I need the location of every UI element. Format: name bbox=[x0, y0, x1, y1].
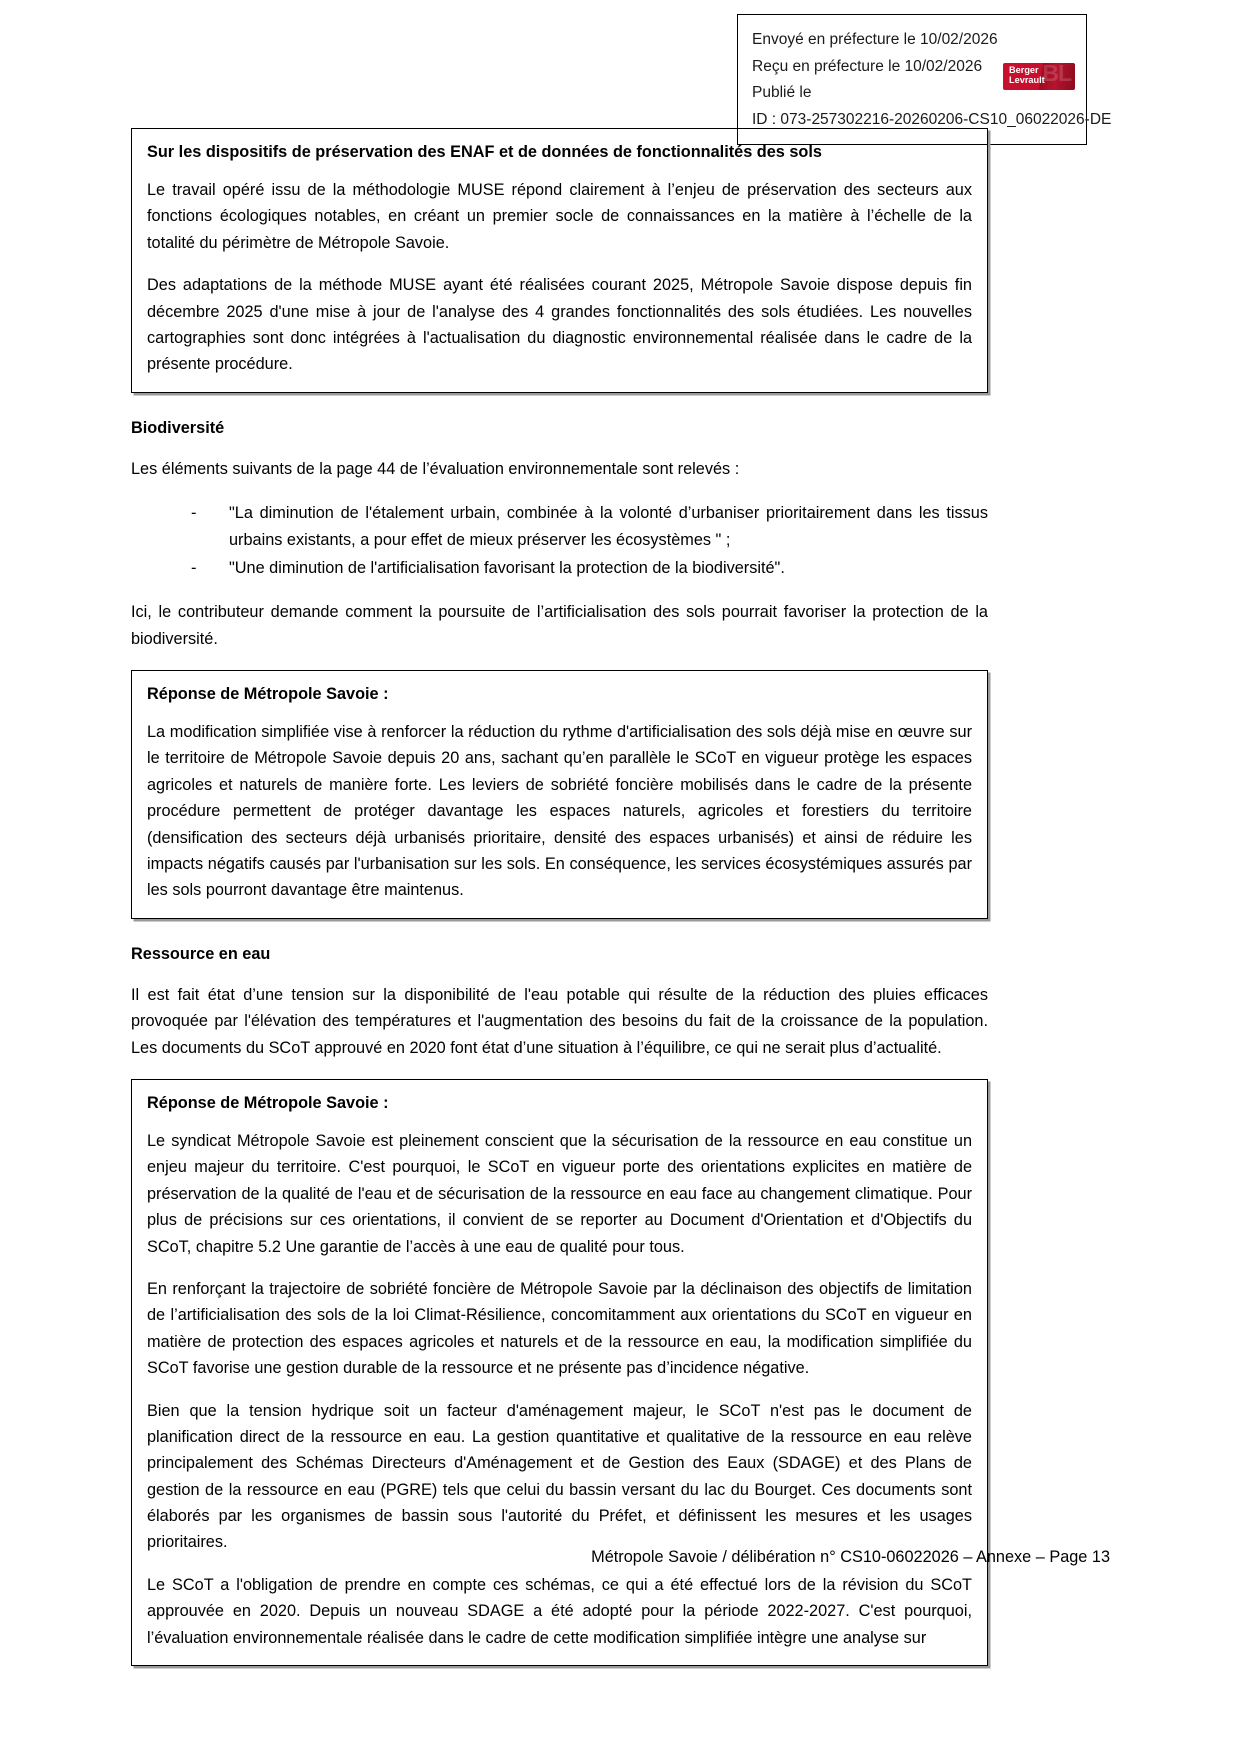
biodiversite-closing: Ici, le contributeur demande comment la poursuite de l’artificialisation des sols pourrait favoriser la protection de la biodiversité. bbox=[131, 603, 988, 648]
reponse-ressource-paragraph-2: En renforçant la trajectoire de sobriété foncière de Métropole Savoie par la déclinaison des objectifs de limitation de l’artificialisation des sols de la loi Climat-Résilience, concomitamment aux orientations du SCoT en vigueur en matière de protection des espaces agricoles et naturels et de la ressource en eau, la modification simplifiée du SCoT favorise une gestion durable de la ressource et ne présente pas d’incidence négative. bbox=[147, 1279, 972, 1378]
prefecture-stamp bbox=[737, 14, 1112, 145]
section-heading-ressource-en-eau: Ressource en eau bbox=[131, 944, 271, 963]
berger-levrault-logo bbox=[1003, 63, 1075, 90]
logo-text bbox=[1009, 66, 1045, 86]
stamp-document-id: ID : 073-257302216-20260206-CS10_06022026-DE bbox=[752, 110, 1112, 128]
dash-bullet-icon: - bbox=[191, 558, 197, 577]
list-item-text: "Une diminution de l'artificialisation favorisant la protection de la biodiversité". bbox=[229, 558, 785, 577]
enaf-paragraph-1: Le travail opéré issu de la méthodologie MUSE répond clairement à l’enjeu de préservation des secteurs aux fonctions écologiques notables, en créant un premier socle de connaissances en la matière à l’échelle de la totalité du périmètre de Métropole Savoie. bbox=[147, 181, 972, 252]
logo-text-line1: Berger bbox=[1009, 65, 1039, 75]
reponse-ressource-box bbox=[131, 1079, 988, 1666]
reponse-biodiversite-box bbox=[131, 670, 988, 919]
enaf-framed-box bbox=[131, 128, 988, 393]
enaf-box-title: Sur les dispositifs de préservation des ENAF et de données de fonctionnalités des sols bbox=[147, 143, 822, 161]
dash-bullet-icon: - bbox=[191, 504, 197, 523]
ressource-en-eau-intro: Il est fait état d’une tension sur la disponibilité de l'eau potable qui résulte de la réduction des pluies efficaces provoquée par l'élévation des températures et l'augmentation des besoins du fait de la croissance de la population. Les documents du SCoT approuvé en 2020 font état d’une situation à l’équilibre, ce qui ne serait plus d’actualité. bbox=[131, 985, 988, 1057]
reponse-biodiversite-title: Réponse de Métropole Savoie : bbox=[147, 685, 389, 704]
section-heading-biodiversite: Biodiversité bbox=[131, 418, 225, 437]
list-item bbox=[171, 500, 988, 553]
reponse-ressource-paragraph-4: Le SCoT a l'obligation de prendre en compte ces schémas, ce qui a été effectué lors de la révision du SCoT approuvée en 2020. Depuis un nouveau SDAGE a été adopté pour la période 2022-2027. C'est pourquoi, l’évaluation environnementale réalisée dans le cadre de cette modification simplifiée intègre une analyse sur bbox=[147, 1575, 972, 1647]
page-footer: Métropole Savoie / délibération n° CS10-06022026 – Annexe – Page 13 bbox=[591, 1548, 1110, 1566]
biodiversite-bullet-list bbox=[131, 500, 988, 581]
reponse-ressource-paragraph-3: Bien que la tension hydrique soit un facteur d'aménagement majeur, le SCoT n'est pas le document de planification direct de la ressource en eau. La gestion quantitative et qualitative de la ressource en eau relève principalement des Schémas Directeurs d'Aménagement et de Gestion des Eaux (SDAGE) et des Plans de gestion de la ressource en eau (PGRE) tels que celui du bassin versant du lac du Bourget. Ces documents sont élaborés par les organismes de bassin sous l'autorité du Préfet, et définissent les mesures et les usages prioritaires. bbox=[147, 1401, 972, 1552]
stamp-line-sent: Envoyé en préfecture le 10/02/2026 bbox=[752, 31, 998, 48]
logo-text-line2: Levrault bbox=[1009, 74, 1045, 85]
reponse-ressource-paragraph-1: Le syndicat Métropole Savoie est pleinement conscient que la sécurisation de la ressource en eau constitue un enjeu majeur du territoire. C'est pourquoi, le SCoT en vigueur porte des orientations explicites en matière de préservation de la qualité de l'eau et de sécurisation de la ressource en eau face au changement climatique. Pour plus de précisions sur ces orientations, il convient de se reporter au Document d'Orientation et d'Objectifs du SCoT, chapitre 5.2 Une garantie de l’accès à une eau de qualité pour tous. bbox=[147, 1131, 972, 1256]
stamp-line-published: Publié le bbox=[752, 84, 812, 102]
document-content bbox=[131, 128, 988, 1672]
stamp-line-received: Reçu en préfecture le 10/02/2026 bbox=[752, 57, 983, 75]
reponse-ressource-title: Réponse de Métropole Savoie : bbox=[147, 1093, 389, 1112]
reponse-biodiversite-paragraph-1: La modification simplifiée vise à renforcer la réduction du rythme d'artificialisation des sols déjà mise en œuvre sur le territoire de Métropole Savoie depuis 20 ans, sachant qu’en parallèle le SCoT en vigueur protège les espaces agricoles et naturels de manière forte. Les leviers de sobriété foncière mobilisés dans le cadre de la présente procédure permettent de protéger davantage les espaces naturels, agricoles et forestiers du territoire (densification des secteurs déjà urbanisés prioritaire, densité des espaces urbanisés) et ainsi de réduire les impacts négatifs causés par l'urbanisation sur les sols. En conséquence, les services écosystémiques assurés par les sols pourront davantage être maintenus. bbox=[147, 723, 972, 900]
enaf-paragraph-2: Des adaptations de la méthode MUSE ayant été réalisées courant 2025, Métropole Savoie dispose depuis fin décembre 2025 d'une mise à jour de l'analyse des 4 grandes fonctionnalités des sols étudiées. Les nouvelles cartographies sont donc intégrées à l'actualisation du diagnostic environnemental réalisée dans le cadre de la présente procédure. bbox=[147, 276, 972, 374]
biodiversite-intro: Les éléments suivants de la page 44 de l’évaluation environnementale sont relevés : bbox=[131, 459, 740, 478]
list-item bbox=[171, 555, 988, 581]
list-item-text: "La diminution de l'étalement urbain, combinée à la volonté d’urbaniser prioritairement dans les tissus urbains existants, a pour effet de mieux préserver les écosystèmes " ; bbox=[229, 504, 988, 549]
bl-watermark-text: BL bbox=[1042, 63, 1071, 86]
